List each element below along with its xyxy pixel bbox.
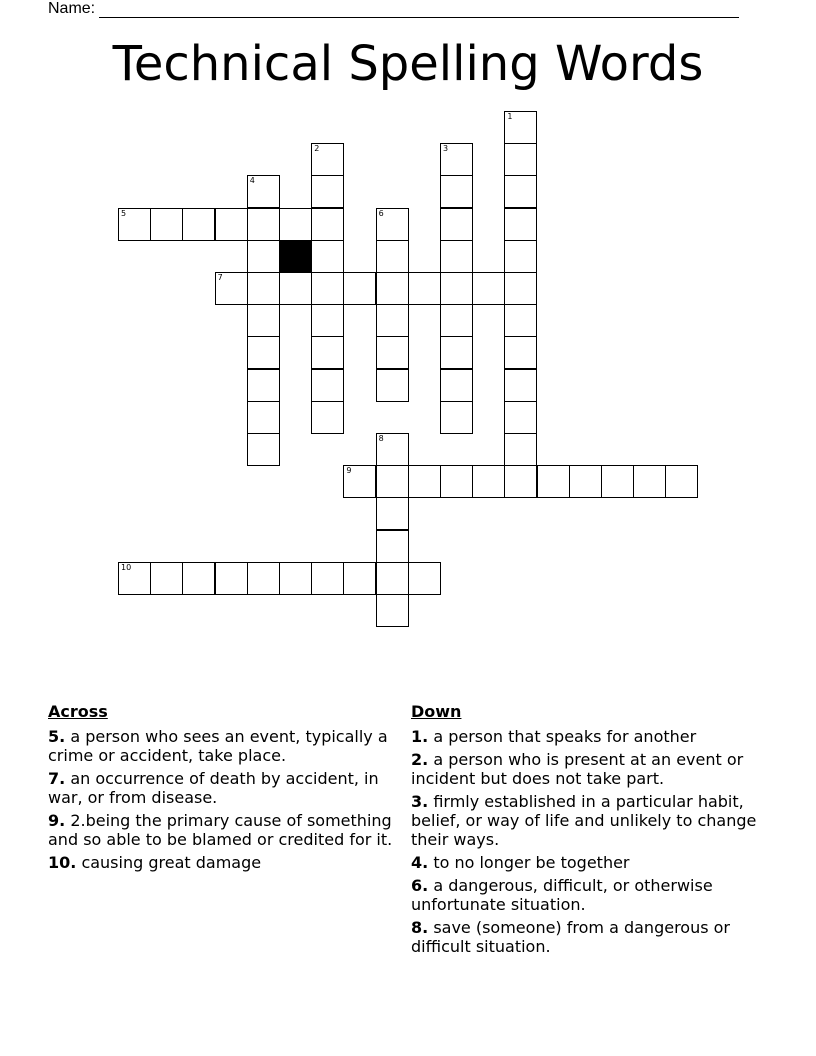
grid-cell[interactable]	[601, 465, 634, 498]
grid-cell[interactable]	[311, 336, 344, 369]
grid-cell[interactable]	[376, 272, 409, 305]
grid-cell[interactable]	[311, 369, 344, 402]
cell-number: 2	[314, 144, 320, 154]
grid-cell[interactable]	[472, 465, 505, 498]
grid-cell[interactable]	[311, 143, 344, 176]
grid-cell[interactable]	[150, 208, 183, 241]
grid-cell[interactable]	[376, 240, 409, 273]
grid-cell[interactable]	[440, 175, 473, 208]
clue-text: save (someone) from a dangerous or difficult situation.	[411, 918, 731, 956]
clue-number: 10.	[48, 853, 77, 872]
grid-cell[interactable]	[311, 208, 344, 241]
grid-cell[interactable]	[279, 272, 312, 305]
cell-number: 4	[249, 176, 255, 186]
clue-down-6	[411, 876, 771, 914]
grid-cell[interactable]	[504, 208, 537, 241]
grid-cell[interactable]	[376, 497, 409, 530]
grid-cell[interactable]	[311, 240, 344, 273]
cell-number: 5	[121, 208, 127, 218]
grid-cell[interactable]	[376, 530, 409, 563]
clue-across-7	[48, 769, 393, 807]
grid-cell[interactable]	[504, 272, 537, 305]
clue-text: firmly established in a particular habit, belief, or way of life and unlikely to change their ways.	[411, 792, 757, 849]
grid-cell[interactable]	[279, 208, 312, 241]
grid-cell[interactable]	[376, 336, 409, 369]
grid-cell[interactable]	[343, 465, 376, 498]
name-label: Name:	[48, 0, 96, 17]
clue-text: a person that speaks for another	[433, 727, 697, 746]
grid-cell[interactable]	[504, 143, 537, 176]
clue-down-4	[411, 853, 771, 872]
clue-number: 2.	[411, 750, 429, 769]
cell-number: 8	[378, 434, 384, 443]
grid-cell[interactable]	[247, 208, 280, 241]
grid-cell[interactable]	[504, 401, 537, 434]
grid-cell[interactable]	[182, 562, 215, 595]
grid-cell[interactable]	[440, 369, 473, 402]
grid-cell[interactable]	[247, 336, 280, 369]
down-heading: Down	[411, 702, 462, 721]
grid-cell[interactable]	[376, 304, 409, 337]
grid-cell[interactable]	[215, 208, 248, 241]
clue-down-8	[411, 918, 771, 956]
grid-cell[interactable]	[247, 562, 280, 595]
clue-text: a dangerous, difficult, or otherwise unfortunate situation.	[411, 876, 713, 914]
clue-down-2	[411, 750, 771, 788]
clue-text: 2.being the primary cause of something and so able to be blamed or credited for it.	[48, 811, 393, 849]
grid-cell[interactable]	[440, 465, 473, 498]
grid-cell[interactable]	[633, 465, 666, 498]
grid-cell[interactable]	[504, 304, 537, 337]
cell-number: 10	[121, 562, 132, 572]
grid-cell[interactable]	[311, 562, 344, 595]
clue-down-3	[411, 792, 771, 849]
grid-cell[interactable]	[504, 433, 537, 466]
cell-number: 9	[346, 466, 352, 476]
grid-cell[interactable]	[504, 175, 537, 208]
grid-cell[interactable]	[440, 143, 473, 176]
clue-text: to no longer be together	[433, 853, 630, 872]
clue-number: 6.	[411, 876, 429, 895]
grid-cell[interactable]	[118, 208, 151, 241]
cell-number: 1	[507, 112, 513, 121]
grid-cell[interactable]	[215, 272, 248, 305]
grid-cell[interactable]	[279, 562, 312, 595]
grid-cell[interactable]	[440, 336, 473, 369]
grid-cell[interactable]	[440, 272, 473, 305]
clue-number: 4.	[411, 853, 429, 872]
grid-cell[interactable]	[247, 369, 280, 402]
grid-cell[interactable]	[311, 175, 344, 208]
clue-text: causing great damage	[81, 853, 262, 872]
grid-cell[interactable]	[504, 465, 537, 498]
grid-cell[interactable]	[504, 240, 537, 273]
grid-cell[interactable]	[311, 401, 344, 434]
grid-cell[interactable]	[247, 272, 280, 305]
grid-cell[interactable]	[569, 465, 602, 498]
grid-cell[interactable]	[440, 240, 473, 273]
grid-cell[interactable]	[247, 175, 280, 208]
grid-cell[interactable]	[440, 401, 473, 434]
clue-text: a person who is present at an event or incident but does not take part.	[411, 750, 744, 788]
grid-cell[interactable]	[665, 465, 698, 498]
grid-cell[interactable]	[376, 594, 409, 627]
across-clues	[48, 702, 393, 876]
grid-cell[interactable]	[247, 304, 280, 337]
grid-cell[interactable]	[376, 369, 409, 402]
across-heading: Across	[48, 702, 108, 721]
grid-cell[interactable]	[376, 465, 409, 498]
grid-cell[interactable]	[343, 272, 376, 305]
black-cell	[279, 240, 312, 273]
grid-cell[interactable]	[247, 401, 280, 434]
clue-number: 3.	[411, 792, 429, 811]
grid-cell[interactable]	[182, 208, 215, 241]
grid-cell[interactable]	[376, 562, 409, 595]
grid-cell[interactable]	[472, 272, 505, 305]
cell-number: 3	[443, 144, 449, 154]
clue-across-9	[48, 811, 393, 849]
grid-cell[interactable]	[537, 465, 570, 498]
grid-cell[interactable]	[247, 433, 280, 466]
grid-cell[interactable]	[408, 465, 441, 498]
grid-cell[interactable]	[440, 208, 473, 241]
grid-cell[interactable]	[408, 272, 441, 305]
grid-cell[interactable]	[150, 562, 183, 595]
grid-cell[interactable]	[504, 111, 537, 144]
clue-number: 1.	[411, 727, 429, 746]
clue-across-5	[48, 727, 393, 765]
clue-number: 5.	[48, 727, 66, 746]
page-title: Technical Spelling Words	[112, 36, 704, 92]
clue-text: an occurrence of death by accident, in war, or from disease.	[48, 769, 379, 807]
grid-cell[interactable]	[343, 562, 376, 595]
grid-cell[interactable]	[440, 304, 473, 337]
grid-cell[interactable]	[504, 336, 537, 369]
grid-cell[interactable]	[376, 208, 409, 241]
clue-number: 9.	[48, 811, 66, 830]
grid-cell[interactable]	[215, 562, 248, 595]
clue-number: 7.	[48, 769, 66, 788]
clue-across-10	[48, 853, 393, 872]
down-clues	[411, 702, 771, 960]
cell-number: 6	[378, 208, 384, 218]
grid-cell[interactable]	[247, 240, 280, 273]
cell-number: 7	[217, 273, 223, 282]
clue-text: a person who sees an event, typically a crime or accident, take place.	[48, 727, 388, 765]
grid-cell[interactable]	[118, 562, 151, 595]
grid-cell[interactable]	[376, 433, 409, 466]
grid-cell[interactable]	[311, 304, 344, 337]
grid-cell[interactable]	[311, 272, 344, 305]
grid-cell[interactable]	[504, 369, 537, 402]
clue-number: 8.	[411, 918, 429, 937]
clue-down-1	[411, 727, 771, 746]
grid-cell[interactable]	[408, 562, 441, 595]
